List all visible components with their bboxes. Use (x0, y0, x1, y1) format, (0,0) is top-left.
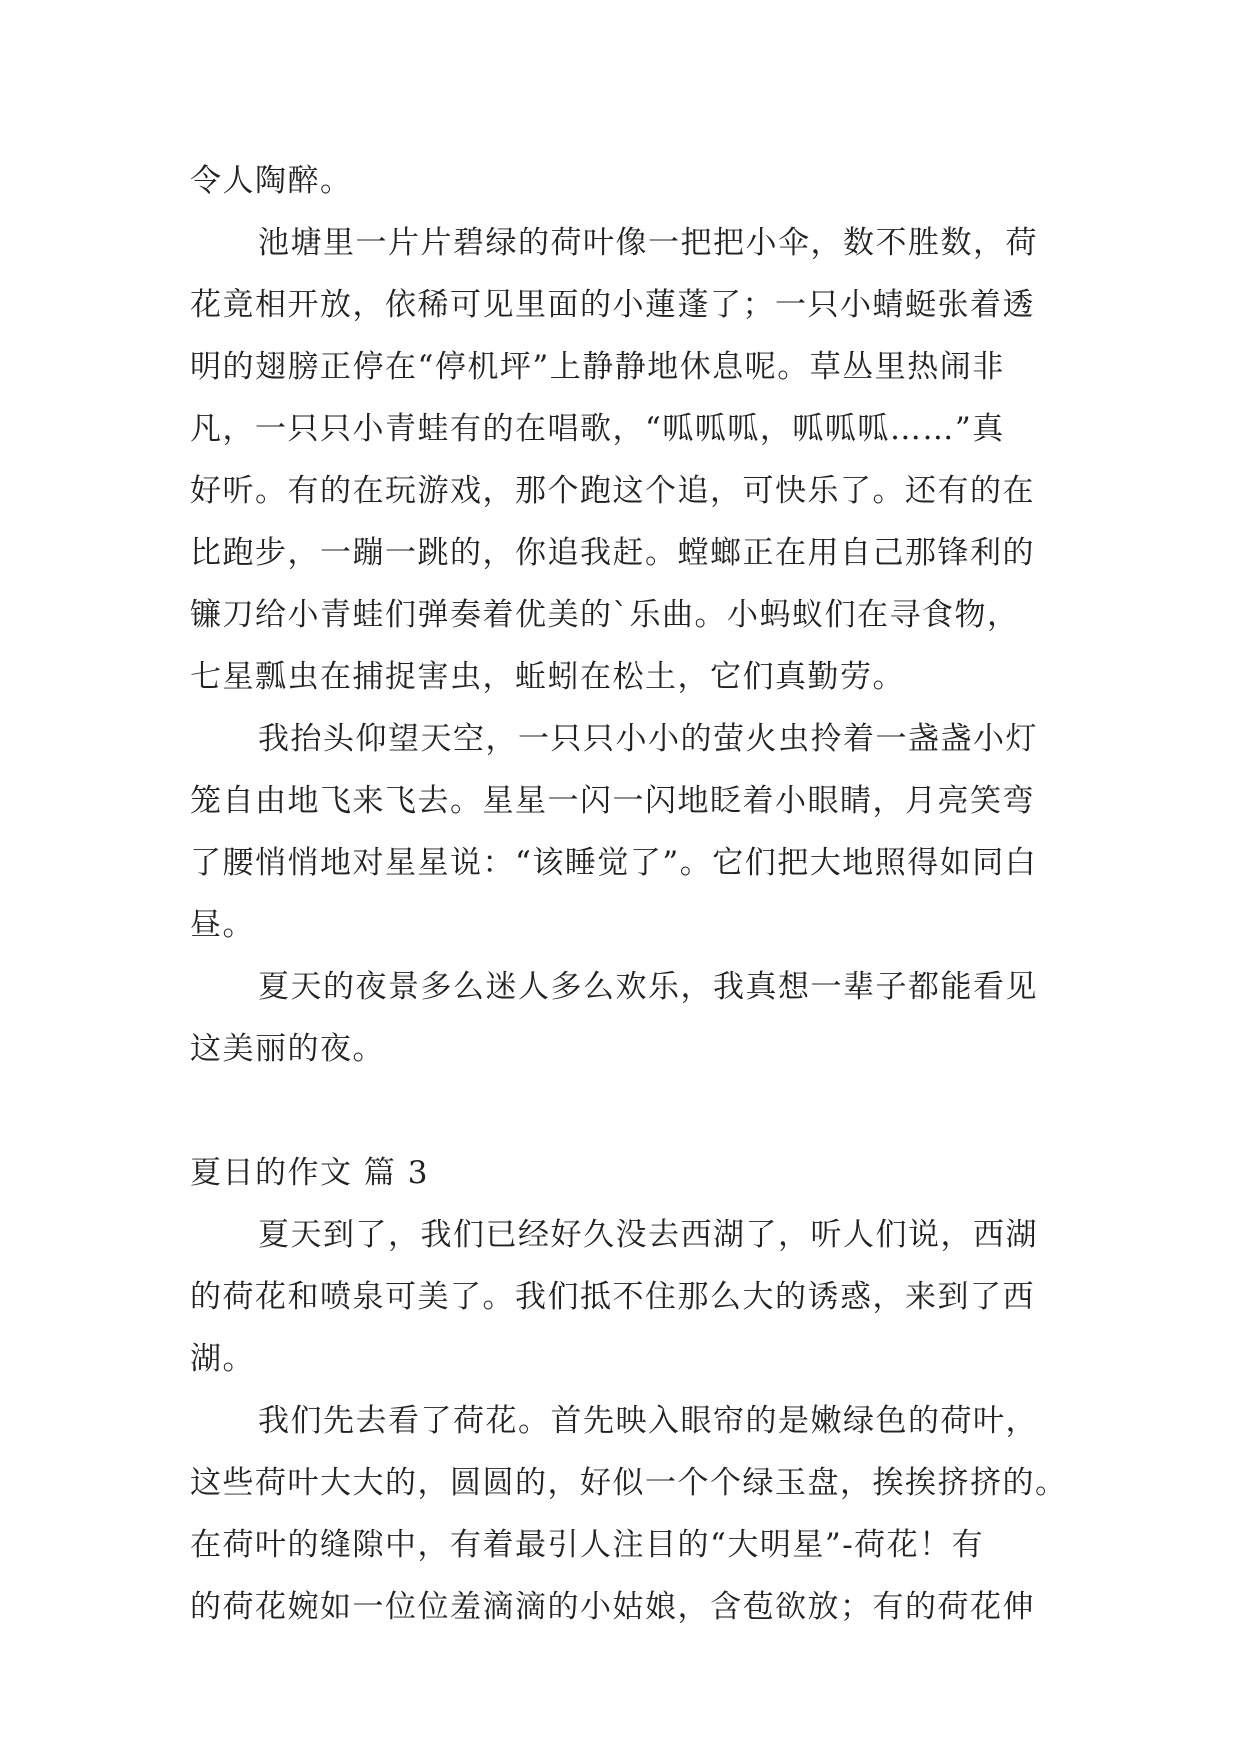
section-gap (190, 1080, 1070, 1142)
text-line: 镰刀给小青蛙们弹奏着优美的`乐曲。小蚂蚁们在寻食物， (190, 597, 1020, 633)
text-line: 昼。 (190, 907, 255, 943)
text-line: 明的翅膀正停在“停机坪”上静静地休息呢。草丛里热闹非 (190, 349, 1005, 385)
text-line: 七星瓢虫在捕捉害虫，蚯蚓在松土，它们真勤劳。 (190, 659, 905, 695)
text-line: 这美丽的夜。 (190, 1031, 385, 1067)
text-line: 比跑步，一蹦一跳的，你追我赶。螳螂正在用自己那锋利的 (190, 535, 1035, 571)
paragraph-start: 我们先去看了荷花。首先映入眼帘的是嫩绿色的荷叶， (258, 1403, 1038, 1439)
document-body (190, 150, 1070, 1638)
text-line: 好听。有的在玩游戏，那个跑这个追，可快乐了。还有的在 (190, 473, 1035, 509)
text-line: 令人陶醉。 (190, 163, 353, 199)
text-line: 这些荷叶大大的，圆圆的，好似一个个绿玉盘，挨挨挤挤的。 (190, 1465, 1068, 1501)
paragraph-start: 池塘里一片片碧绿的荷叶像一把把小伞，数不胜数，荷 (258, 225, 1038, 261)
text-line: 花竟相开放，依稀可见里面的小蓮蓬了；一只小蜻蜓张着透 (190, 287, 1035, 323)
text-line: 湖。 (190, 1341, 255, 1377)
paragraph-start: 夏天的夜景多么迷人多么欢乐，我真想一辈子都能看见 (258, 969, 1038, 1005)
text-line: 的荷花和喷泉可美了。我们抵不住那么大的诱惑，来到了西 (190, 1279, 1035, 1315)
text-line: 的荷花婉如一位位羞滴滴的小姑娘，含苞欲放；有的荷花伸 (190, 1589, 1035, 1625)
text-line: 了腰悄悄地对星星说：“该睡觉了”。它们把大地照得如同白 (190, 845, 1038, 881)
text-line: 凡，一只只小青蛙有的在唱歌，“呱呱呱，呱呱呱……”真 (190, 411, 1005, 447)
paragraph-start: 夏天到了，我们已经好久没去西湖了，听人们说，西湖 (258, 1217, 1038, 1253)
text-line: 在荷叶的缝隙中，有着最引人注目的“大明星”-荷花！有 (190, 1527, 985, 1563)
text-line: 笼自由地飞来飞去。星星一闪一闪地眨着小眼睛，月亮笑弯 (190, 783, 1035, 819)
paragraph-start: 我抬头仰望天空，一只只小小的萤火虫拎着一盏盏小灯 (258, 721, 1038, 757)
section-heading: 夏日的作文 篇 3 (190, 1155, 429, 1191)
